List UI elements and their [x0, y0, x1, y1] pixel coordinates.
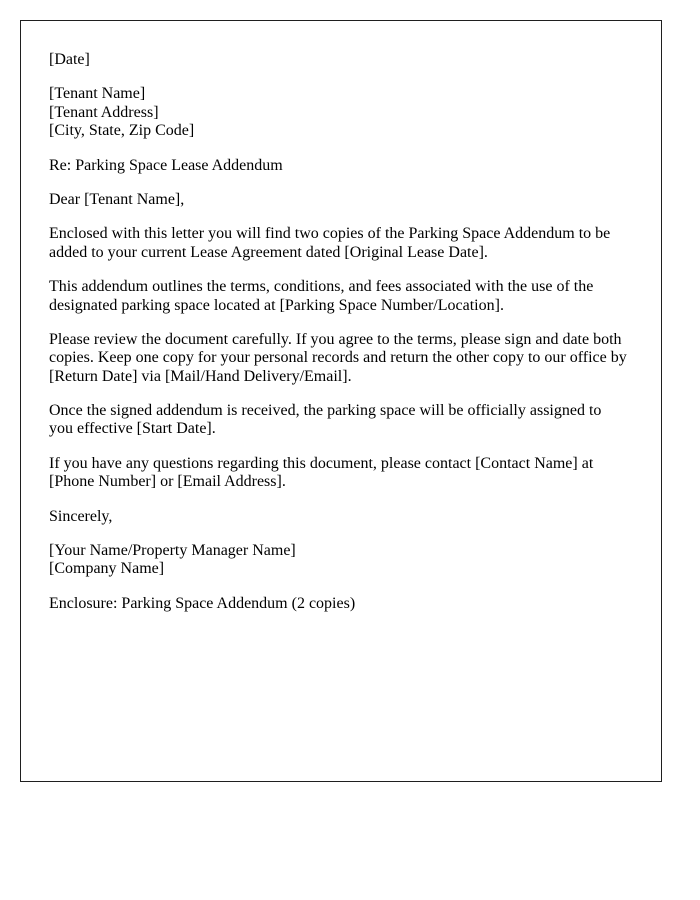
salutation: Dear [Tenant Name], — [49, 190, 185, 208]
recipient-block — [49, 85, 629, 140]
body-paragraph-effective-date: Once the signed addendum is received, the parking space will be officially assigned to you effective [Start Date]. — [49, 402, 602, 438]
recipient-city-state-zip: [City, State, Zip Code] — [49, 122, 195, 140]
recipient-name: [Tenant Name] — [49, 85, 146, 103]
signature-company: [Company Name] — [49, 560, 165, 578]
body-paragraph-addendum-outline: This addendum outlines the terms, conditions, and fees associated with the use of the designated parking space located at [Parking Space Number/Location]. — [49, 278, 594, 314]
enclosure-line: Enclosure: Parking Space Addendum (2 copies) — [49, 594, 356, 612]
signature-block — [49, 542, 629, 579]
letter-page — [20, 20, 662, 782]
subject-line: Re: Parking Space Lease Addendum — [49, 156, 283, 174]
body-paragraph-contact-info: If you have any questions regarding this document, please contact [Contact Name] at [Phone Number] or [Email Address]. — [49, 454, 594, 491]
date-line: [Date] — [49, 51, 90, 68]
recipient-address: [Tenant Address] — [49, 103, 159, 121]
signature-name: [Your Name/Property Manager Name] — [49, 542, 296, 560]
closing: Sincerely, — [49, 507, 113, 525]
body-paragraph-review-instructions: Please review the document carefully. If you agree to the terms, please sign and date both copies. Keep one copy for your personal records and return the other copy to our office by [Return Date] via [Mail/Hand Delivery/Email]. — [49, 330, 627, 385]
body-paragraph-enclosed: Enclosed with this letter you will find two copies of the Parking Space Addendum to be added to your current Lease Agreement dated [Original Lease Date]. — [49, 225, 611, 261]
